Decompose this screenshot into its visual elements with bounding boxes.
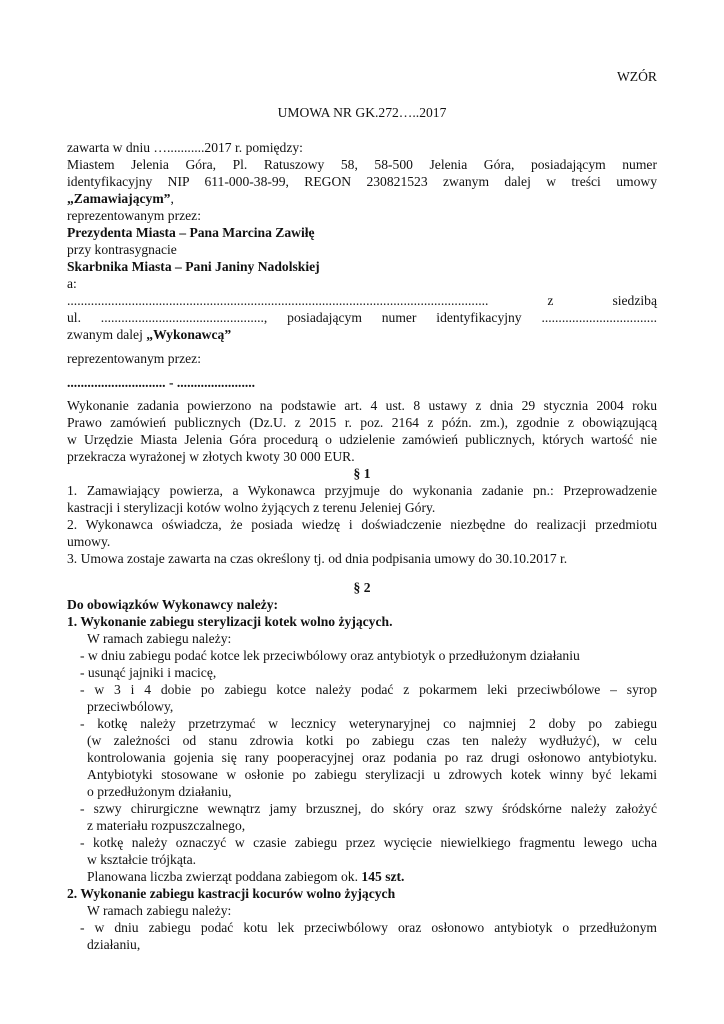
- parties-line: [67, 326, 657, 343]
- mayor-name: Prezydenta Miasta – Pana Marcina Zawiłę: [67, 225, 315, 240]
- parties-line: reprezentowanym przez:: [67, 208, 201, 223]
- parties-line: reprezentowanym przez:: [67, 351, 201, 366]
- ordering-party-name: „Zamawiającym”: [67, 191, 171, 206]
- item-1-line: - szwy chirurgiczne wewnątrz jamy brzusznej, do skóry oraz szwy śródskórne należy założyć: [80, 801, 657, 816]
- section-1-line: 2. Wykonawca oświadcza, że posiada wiedzę i doświadczenie niezbędne do realizacji przedmiotu: [67, 517, 657, 532]
- item-2-line: działaniu,: [87, 937, 141, 952]
- item-1-line: Antybiotyki stosowane w osłonie po zabiegu sterylizacji u zdrowych kotek winny być lekami: [87, 767, 657, 782]
- item-1-line: o przedłużonym działaniu,: [87, 784, 232, 799]
- parties-line: a:: [67, 276, 77, 291]
- item-1-line: z materiału rozpuszczalnego,: [87, 818, 246, 833]
- item-1-heading: 1. Wykonanie zabiegu sterylizacji kotek wolno żyjących.: [67, 614, 393, 629]
- contractor-seat-blank: ............................................................................................................................ z siedzibą: [67, 293, 657, 308]
- item-2-heading: 2. Wykonanie zabiegu kastracji kocurów wolno żyjących: [67, 886, 396, 901]
- template-label: WZÓR: [616, 69, 657, 84]
- item-1-line: - w 3 i 4 dobie po zabiegu kotce należy podać z pokarmem leki przeciwbólowe – syrop: [80, 682, 657, 697]
- contract-title: UMOWA NR GK.272…..2017: [277, 105, 447, 120]
- item-1-line: przeciwbólowy,: [87, 699, 174, 714]
- contractor-label: zwanym dalej: [67, 327, 147, 342]
- section-1-line: 1. Zamawiający powierza, a Wykonawca przyjmuje do wykonania zadanie pn.: Przeprowadzenie: [67, 483, 657, 498]
- legal-basis-line: w Urzędzie Miasta Jelenia Góra procedurą o udzielenie zamówień publicznych, których wartość nie: [67, 432, 657, 447]
- section-heading: § 2: [353, 580, 371, 595]
- item-1-line: - w dniu zabiegu podać kotce lek przeciwbólowy oraz antybiotyk o przedłużonym działaniu: [80, 648, 580, 663]
- treasurer-name: Skarbnika Miasta – Pani Janiny Nadolskiej: [67, 259, 320, 274]
- section-1-line: umowy.: [67, 534, 111, 549]
- planned-count-label: Planowana liczba zwierząt poddana zabiegom ok.: [87, 869, 362, 884]
- item-1-line: (w zależności od stanu zdrowia kotki po zabiegu czas ten należy wydłużyć), w celu: [87, 733, 657, 748]
- item-2-line: W ramach zabiegu należy:: [87, 903, 232, 918]
- legal-basis-line: przekracza wyrażonej w złotych kwoty 30 000 EUR.: [67, 449, 355, 464]
- item-1-line: - kotkę należy oznaczyć w czasie zabiegu przez wycięcie niewielkiego fragmentu lewego ucha: [80, 835, 657, 850]
- parties-line: przy kontrasygnacie: [67, 242, 177, 257]
- representative-blank: ............................. - .......................: [67, 375, 256, 390]
- section-1-line: 3. Umowa zostaje zawarta na czas określony tj. od dnia podpisania umowy do 30.10.2017 r.: [67, 551, 568, 566]
- parties-line: identyfikacyjny NIP 611-000-38-99, REGON 230821523 zwanym dalej w treści umowy: [67, 174, 657, 189]
- item-2-line: - w dniu zabiegu podać kotu lek przeciwbólowy oraz osłonowo antybiotyk o przedłużonym: [80, 920, 657, 935]
- contractor-name: „Wykonawcą”: [146, 327, 232, 342]
- contractor-address-blank: ul. ................................................, posiadającym numer identyfikacyjny ..................................: [67, 310, 657, 325]
- parties-line: [67, 190, 657, 207]
- item-1-line: - kotkę należy przetrzymać w lecznicy weterynaryjnej co najmniej 2 doby po zabiegu: [80, 716, 657, 731]
- item-1-line: kontrolowania gojenia się rany pooperacyjnej oraz podania po raz drugi osłonowo antybiotyku.: [87, 750, 657, 765]
- punctuation: ,: [170, 191, 174, 206]
- section-heading: § 1: [353, 466, 371, 481]
- parties-line: Miastem Jelenia Góra, Pl. Ratuszowy 58, 58-500 Jelenia Góra, posiadającym numer: [67, 157, 657, 172]
- section-2-intro: Do obowiązków Wykonawcy należy:: [67, 597, 279, 612]
- section-1-line: kastracji i sterylizacji kotów wolno żyjących z terenu Jeleniej Góry.: [67, 500, 436, 515]
- parties-line: zawarta w dniu …...........2017 r. pomiędzy:: [67, 140, 303, 155]
- item-1-line: W ramach zabiegu należy:: [87, 631, 232, 646]
- item-1-line: - usunąć jajniki i macicę,: [80, 665, 217, 680]
- legal-basis-line: Prawo zamówień publicznych (Dz.U. z 2015 r. poz. 2164 z późn. zm.), zgodnie z obowiązującą: [67, 415, 657, 430]
- item-1-line: w kształcie trójkąta.: [87, 852, 197, 867]
- legal-basis-line: Wykonanie zadania powierzono na podstawie art. 4 ust. 8 ustawy z dnia 29 stycznia 2004 roku: [67, 398, 657, 413]
- planned-count-value: 145 szt.: [361, 869, 405, 884]
- planned-count-line: [87, 868, 657, 885]
